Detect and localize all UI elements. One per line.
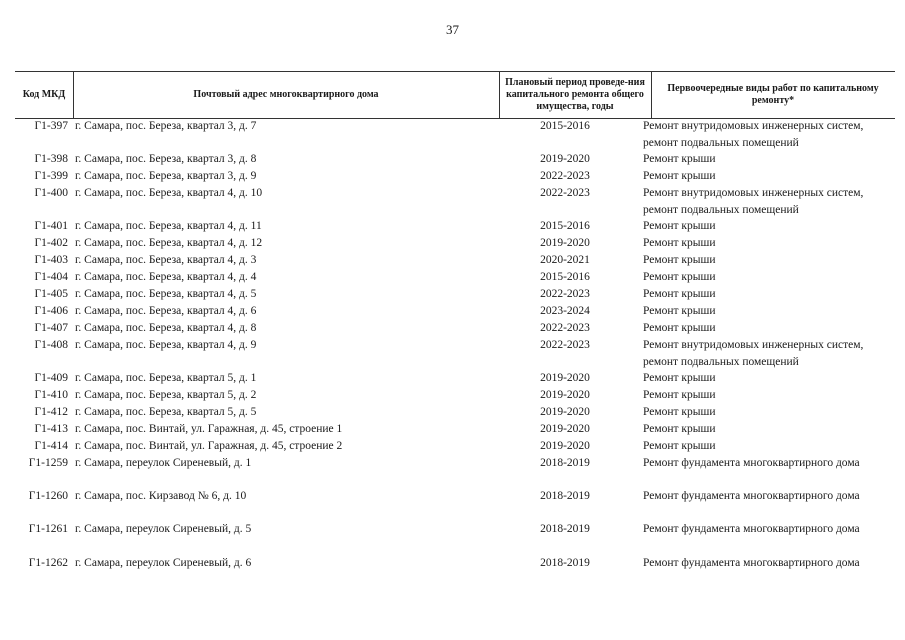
cell-period: 2019-2020 bbox=[540, 406, 590, 418]
table-row bbox=[0, 151, 905, 168]
cell-code: Г1-404 bbox=[34, 271, 68, 283]
cell-period: 2022-2023 bbox=[540, 170, 590, 182]
cell-code: Г1-403 bbox=[34, 254, 68, 266]
cell-address: г. Самара, пос. Береза, квартал 4, д. 10 bbox=[75, 187, 263, 199]
cell-address: г. Самара, переулок Сиреневый, д. 5 bbox=[75, 523, 252, 535]
cell-address: г. Самара, пос. Береза, квартал 4, д. 11 bbox=[75, 220, 262, 232]
cell-code: Г1-406 bbox=[34, 305, 68, 317]
table-row bbox=[0, 218, 905, 235]
cell-period: 2019-2020 bbox=[540, 389, 590, 401]
cell-code: Г1-400 bbox=[34, 187, 68, 199]
cell-address: г. Самара, переулок Сиреневый, д. 1 bbox=[75, 457, 252, 469]
cell-works: Ремонт фундамента многоквартирного дома bbox=[643, 490, 860, 502]
cell-code: Г1-401 bbox=[34, 220, 68, 232]
table-row bbox=[0, 521, 905, 538]
cell-works: Ремонт крыши bbox=[643, 220, 716, 232]
table-row bbox=[0, 252, 905, 269]
cell-address: г. Самара, переулок Сиреневый, д. 6 bbox=[75, 557, 252, 569]
cell-period: 2019-2020 bbox=[540, 153, 590, 165]
cell-address: г. Самара, пос. Береза, квартал 3, д. 9 bbox=[75, 170, 257, 182]
cell-address: г. Самара, пос. Береза, квартал 5, д. 5 bbox=[75, 406, 257, 418]
table-row bbox=[0, 320, 905, 337]
table-row bbox=[0, 488, 905, 505]
table-row bbox=[0, 235, 905, 252]
header-address: Почтовый адрес многоквартирного дома bbox=[193, 89, 379, 100]
cell-works: Ремонт крыши bbox=[643, 423, 716, 435]
table-row bbox=[0, 455, 905, 472]
cell-address: г. Самара, пос. Береза, квартал 3, д. 8 bbox=[75, 153, 257, 165]
cell-code: Г1-412 bbox=[34, 406, 68, 418]
cell-address: г. Самара, пос. Береза, квартал 4, д. 8 bbox=[75, 322, 257, 334]
table-row bbox=[0, 286, 905, 303]
table-row bbox=[0, 337, 905, 368]
table-row bbox=[0, 370, 905, 387]
cell-code: Г1-1261 bbox=[28, 523, 68, 535]
cell-code: Г1-407 bbox=[34, 322, 68, 334]
cell-period: 2019-2020 bbox=[540, 440, 590, 452]
cell-works: Ремонт крыши bbox=[643, 389, 716, 401]
table-row bbox=[0, 421, 905, 438]
cell-period: 2015-2016 bbox=[540, 120, 590, 132]
cell-code: Г1-409 bbox=[34, 372, 68, 384]
table-row bbox=[0, 387, 905, 404]
cell-period: 2018-2019 bbox=[540, 557, 590, 569]
header-works: Первоочередные виды работ по капитальному ремонту* bbox=[667, 83, 879, 106]
cell-period: 2022-2023 bbox=[540, 288, 590, 300]
table-row bbox=[0, 555, 905, 572]
cell-works: Ремонт крыши bbox=[643, 254, 716, 266]
cell-period: 2019-2020 bbox=[540, 237, 590, 249]
cell-address: г. Самара, пос. Береза, квартал 5, д. 1 bbox=[75, 372, 257, 384]
cell-period: 2015-2016 bbox=[540, 220, 590, 232]
cell-works: Ремонт фундамента многоквартирного дома bbox=[643, 457, 860, 469]
cell-code: Г1-399 bbox=[34, 170, 68, 182]
cell-address: г. Самара, пос. Береза, квартал 4, д. 4 bbox=[75, 271, 257, 283]
cell-period: 2018-2019 bbox=[540, 457, 590, 469]
cell-address: г. Самара, пос. Береза, квартал 3, д. 7 bbox=[75, 120, 257, 132]
cell-works: Ремонт внутридомовых инженерных систем, ремонт подвальных помещений bbox=[643, 187, 864, 216]
cell-address: г. Самара, пос. Береза, квартал 4, д. 3 bbox=[75, 254, 257, 266]
cell-works: Ремонт крыши bbox=[643, 237, 716, 249]
cell-works: Ремонт крыши bbox=[643, 271, 716, 283]
cell-address: г. Самара, пос. Береза, квартал 4, д. 6 bbox=[75, 305, 257, 317]
cell-code: Г1-405 bbox=[34, 288, 68, 300]
cell-works: Ремонт крыши bbox=[643, 170, 716, 182]
cell-period: 2023-2024 bbox=[540, 305, 590, 317]
cell-period: 2022-2023 bbox=[540, 187, 590, 199]
cell-code: Г1-408 bbox=[34, 339, 68, 351]
cell-works: Ремонт крыши bbox=[643, 440, 716, 452]
table-row bbox=[0, 185, 905, 216]
cell-address: г. Самара, пос. Береза, квартал 4, д. 5 bbox=[75, 288, 257, 300]
cell-works: Ремонт крыши bbox=[643, 288, 716, 300]
cell-period: 2015-2016 bbox=[540, 271, 590, 283]
cell-code: Г1-397 bbox=[34, 120, 68, 132]
table-row bbox=[0, 404, 905, 421]
cell-works: Ремонт крыши bbox=[643, 406, 716, 418]
cell-works: Ремонт крыши bbox=[643, 322, 716, 334]
cell-period: 2019-2020 bbox=[540, 423, 590, 435]
cell-code: Г1-1260 bbox=[28, 490, 68, 502]
header-period: Плановый период проведе-ния капитального ремонта общего имущества, годы bbox=[505, 77, 645, 112]
cell-address: г. Самара, пос. Береза, квартал 4, д. 12 bbox=[75, 237, 263, 249]
cell-address: г. Самара, пос. Винтай, ул. Гаражная, д. 45, строение 1 bbox=[75, 423, 343, 435]
cell-period: 2018-2019 bbox=[540, 523, 590, 535]
cell-period: 2022-2023 bbox=[540, 339, 590, 351]
cell-address: г. Самара, пос. Береза, квартал 5, д. 2 bbox=[75, 389, 257, 401]
cell-works: Ремонт внутридомовых инженерных систем, ремонт подвальных помещений bbox=[643, 120, 864, 149]
cell-period: 2018-2019 bbox=[540, 490, 590, 502]
table-row bbox=[0, 269, 905, 286]
cell-code: Г1-402 bbox=[34, 237, 68, 249]
cell-code: Г1-1262 bbox=[28, 557, 68, 569]
cell-works: Ремонт крыши bbox=[643, 153, 716, 165]
cell-address: г. Самара, пос. Кирзавод № 6, д. 10 bbox=[75, 490, 247, 502]
cell-address: г. Самара, пос. Береза, квартал 4, д. 9 bbox=[75, 339, 257, 351]
cell-period: 2020-2021 bbox=[540, 254, 590, 266]
cell-works: Ремонт крыши bbox=[643, 305, 716, 317]
table-row bbox=[0, 303, 905, 320]
table-row bbox=[0, 438, 905, 455]
table-row bbox=[0, 168, 905, 185]
cell-works: Ремонт внутридомовых инженерных систем, ремонт подвальных помещений bbox=[643, 339, 864, 368]
cell-period: 2022-2023 bbox=[540, 322, 590, 334]
cell-code: Г1-410 bbox=[34, 389, 68, 401]
cell-code: Г1-1259 bbox=[28, 457, 68, 469]
cell-address: г. Самара, пос. Винтай, ул. Гаражная, д. 45, строение 2 bbox=[75, 440, 343, 452]
cell-code: Г1-413 bbox=[34, 423, 68, 435]
cell-works: Ремонт крыши bbox=[643, 372, 716, 384]
cell-code: Г1-414 bbox=[34, 440, 68, 452]
cell-works: Ремонт фундамента многоквартирного дома bbox=[643, 557, 860, 569]
page-number: 37 bbox=[446, 22, 459, 37]
table-row bbox=[0, 118, 905, 149]
cell-code: Г1-398 bbox=[34, 153, 68, 165]
cell-period: 2019-2020 bbox=[540, 372, 590, 384]
cell-works: Ремонт фундамента многоквартирного дома bbox=[643, 523, 860, 535]
header-code: Код МКД bbox=[22, 89, 66, 100]
